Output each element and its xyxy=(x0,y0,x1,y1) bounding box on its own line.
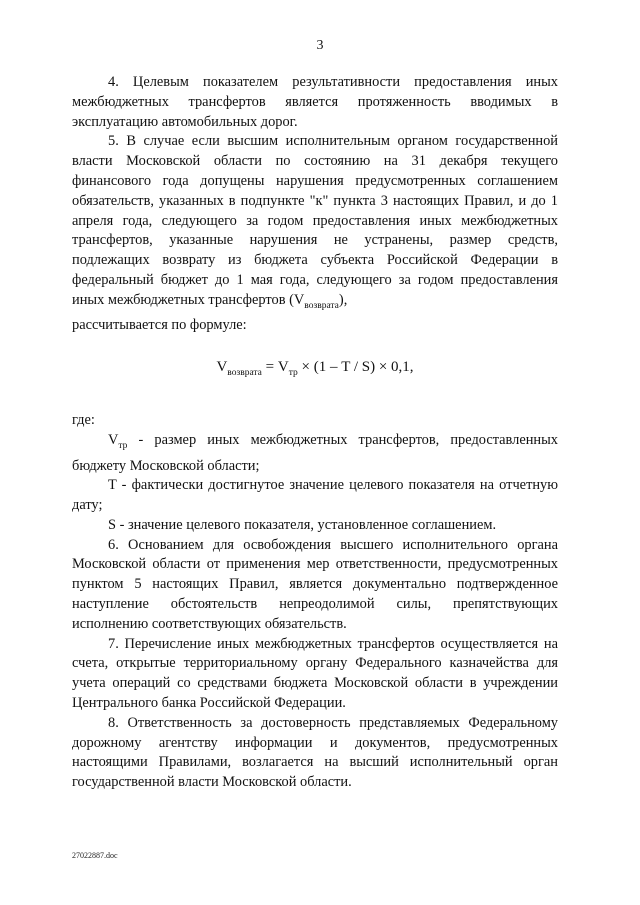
definition-v-subscript: тр xyxy=(118,440,128,451)
paragraph-5 xyxy=(72,132,558,316)
paragraph-4: 4. Целевым показателем результативности предоставления иных межбюджетных трансфертов является протяженность вводимых в эксплуатацию автомобильных дорог. xyxy=(72,74,558,130)
definition-v-text: - размер иных межбюджетных трансфертов, предоставленных бюджету Московской области; xyxy=(72,431,558,474)
page-number: 3 xyxy=(316,38,324,53)
definition-t: T - фактически достигнутое значение целевого показателя на отчетную дату; xyxy=(72,477,558,514)
paragraph-5-text: 5. В случае если высшим исполнительным органом государственной власти Московской области по состоянию на 31 декабря текущего финансового года допущены нарушения предусмотренных соглашением обязательств, указанных в подпункте "к" пункта 3 настоящих Правил, и до 1 апреля года, следующего за годом предоставления иных межбюджетных трансфертов, указанные нарушения не устранены, размер средств, подлежащих возврату из бюджета субъекта Российской Федерации в федеральный бюджет до 1 мая года, следующего за годом предоставления иных межбюджетных трансфертов (V xyxy=(72,133,558,308)
paragraph-7: 7. Перечисление иных межбюджетных трансфертов осуществляется на счета, открытые территориальному органу Федерального казначейства для учета операций со средствами бюджета Московской области в учреждении Центрального банка Российской Федерации. xyxy=(72,635,558,712)
paragraph-8: 8. Ответственность за достоверность представляемых Федеральному дорожному агентству информации и документов, предусмотренных настоящими Правилами, возлагается на высший исполнительный орган государственной власти Московской области. xyxy=(72,714,558,791)
paragraph-5-close: ), xyxy=(338,291,348,308)
definition-v-symbol: V xyxy=(108,431,119,448)
paragraph-6: 6. Основанием для освобождения высшего исполнительного органа Московской области от применения мер ответственности, предусмотренных пунктом 5 настоящих Правил, является документально подтвержденное наступление обстоятельств непреодолимой силы, препятствующих исполнению соответствующих обязательств. xyxy=(72,536,558,632)
formula-equals: = V xyxy=(261,359,289,376)
file-name-footer: 27022887.doc xyxy=(72,851,118,860)
definition-v xyxy=(72,431,558,476)
formula-rhs-subscript: тр xyxy=(288,368,298,379)
formula-rhs: × (1 – T / S) × 0,1, xyxy=(297,359,414,376)
formula-lhs-subscript: возврата xyxy=(227,368,262,379)
where-label: где: xyxy=(72,412,95,429)
formula-lhs: V xyxy=(216,359,228,376)
v-return-subscript: возврата xyxy=(304,300,339,311)
document-body xyxy=(72,73,558,793)
formula-intro: рассчитывается по формуле: xyxy=(72,317,247,334)
definition-s: S - значение целевого показателя, установленное соглашением. xyxy=(108,516,497,533)
formula xyxy=(72,358,558,384)
